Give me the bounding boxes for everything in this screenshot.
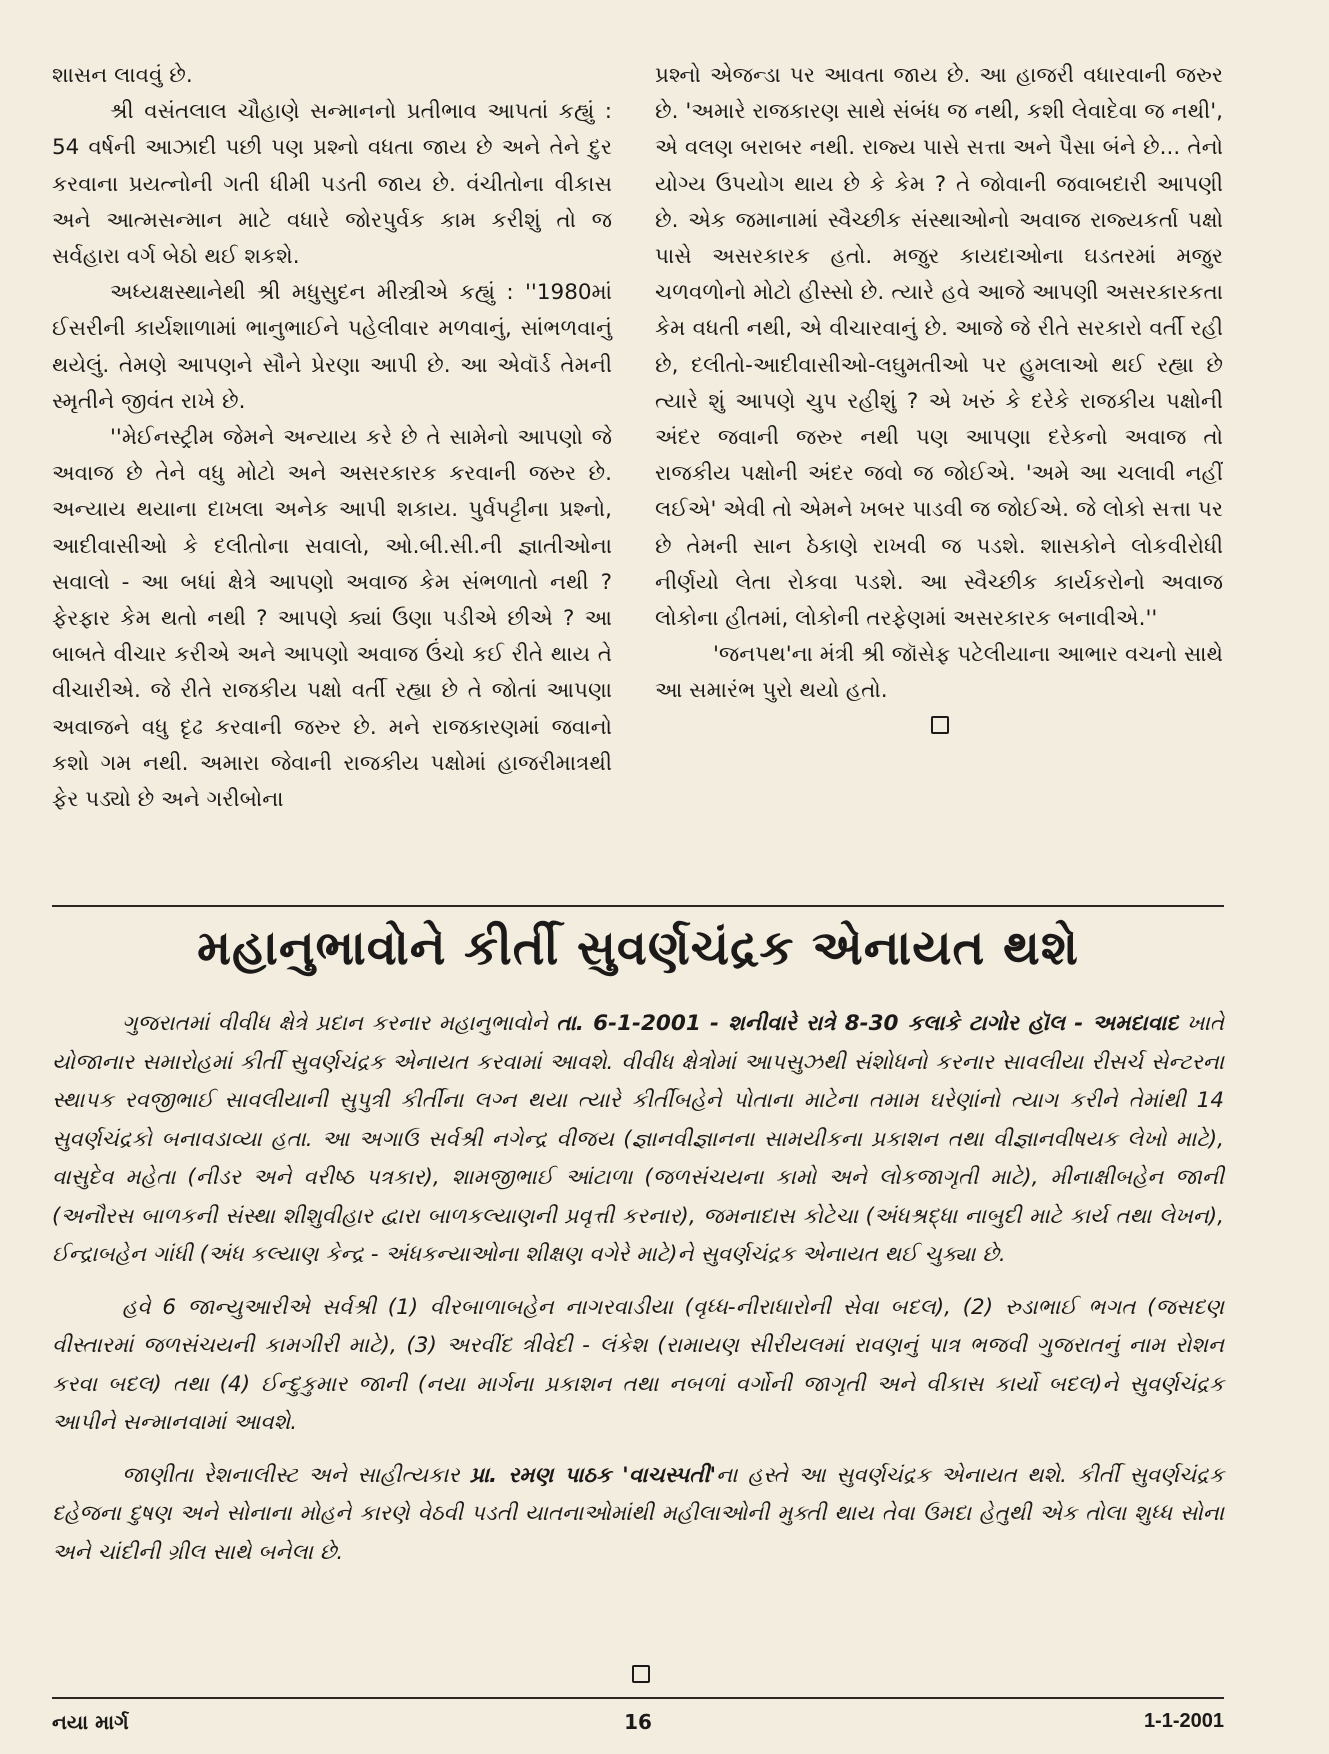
paragraph: અધ્યક્ષસ્થાનેથી શ્રી મધુસુદન મીસ્ત્રીએ કહ્યું : ''1980માં ઈસરીની કાર્યશાળામાં ભાનુભાઈને પહેલીવાર મળવાનું, સાંભળવાનું થયેલું. તેમણે આપણને સૌને પ્રેરણા આપી છે. આ એવૉર્ડ તેમની સ્મૃતીને જીવંત રાખે છે. xyxy=(52,280,612,414)
paragraph: શાસન લાવવું છે. xyxy=(52,63,193,88)
right-column xyxy=(655,58,1223,734)
footer-divider xyxy=(52,1697,1224,1699)
end-of-article-mark xyxy=(632,1665,650,1683)
section-divider xyxy=(52,905,1224,907)
end-of-article-mark xyxy=(931,716,949,734)
article-paragraph xyxy=(52,1457,1224,1573)
paragraph: પ્રશ્નો એજન્ડા પર આવતા જાય છે. આ હાજરી વધારવાની જરુર છે. 'અમારે રાજકારણ સાથે સંબંધ જ નથી, કશી લેવાદેવા જ નથી', એ વલણ બરાબર નથી. રાજ્ય પાસે સત્તા અને પૈસા બંને છે... તેનો યોગ્ય ઉપયોગ થાય છે કે કેમ ? તે જોવાની જવાબદારી આપણી છે. એક જમાનામાં સ્વૈચ્છીક સંસ્થાઓનો અવાજ રાજ્યકર્તા પક્ષો પાસે અસરકારક હતો. મજુર કાયદાઓના ઘડતરમાં મજુર ચળવળોનો મોટો હીસ્સો છે. ત્યારે હવે આજે આપણી અસરકારકતા કેમ વધતી નથી, એ વીચારવાનું છે. આજે જે રીતે સરકારો વર્તી રહી છે, દલીતો-આદીવાસીઓ-લઘુમતીઓ પર હુમલાઓ થઈ રહ્યા છે ત્યારે શું આપણે ચુપ રહીશું ? એ ખરું કે દરેકે રાજકીય પક્ષોની અંદર જવાની જરુર નથી પણ આપણા દરેકનો અવાજ તો રાજકીય પક્ષોની અંદર જવો જ જોઈએ. 'અમે આ ચલાવી નહીં લઈએ' એવી તો એમને ખબર પાડવી જ જોઈએ. જે લોકો સત્તા પર છે તેમની સાન ઠેકાણે રાખવી જ પડશે. શાસકોને લોકવીરોધી નીર્ણયો લેતા રોકવા પડશે. આ સ્વૈચ્છીક કાર્યકરોનો અવાજ લોકોના હીતમાં, લોકોની તરફેણમાં અસરકારક બનાવીએ.'' xyxy=(655,63,1223,632)
publication-name: નયા માર્ગ xyxy=(52,1710,129,1734)
article-paragraph: હવે 6 જાન્યુઆરીએ સર્વશ્રી (1) વીરબાળાબહેન નાગરવાડીયા (વૃધ્ધ-નીરાધારોની સેવા બદલ), (2) રુડાભાઈ ભગત (જસદણ વીસ્તારમાં જળસંચયની કામગીરી માટે), (3) અરવીંદ ત્રીવેદી - લંકેશ (રામાયણ સીરીયલમાં રાવણનું પાત્ર ભજવી ગુજરાતનું નામ રોશન કરવા બદલ) તથા (4) ઈન્દુકુમાર જાની (નયા માર્ગના પ્રકાશન તથા નબળાં વર્ગોની જાગૃતી અને વીકાસ કાર્યો બદલ)ને સુવર્ણચંદ્રક આપીને સન્માનવામાં આવશે. xyxy=(52,1294,1224,1435)
page-footer xyxy=(52,1702,1224,1742)
text: ખાતે યોજાનાર સમારોહમાં કીર્તી સુવર્ણચંદ્રક એનાયત કરવામાં આવશે. વીવીધ ક્ષેત્રોમાં આપસુઝથી સંશોધનો કરનાર સાવલીયા રીસર્ચ સેન્ટરના સ્થાપક રવજીભાઈ સાવલીયાની સુપુત્રી કીર્તીના લગ્ન થયા ત્યારે કીર્તીબહેને પોતાના માટેના તમામ ઘરેણાંનો ત્યાગ કરીને તેમાંથી 14 સુવર્ણચંદ્રકો બનાવડાવ્યા હતા. આ અગાઉ સર્વશ્રી નગેન્દ્ર વીજય (જ્ઞાનવીજ્ઞાનના સામયીકના પ્રકાશન તથા વીજ્ઞાનવીષયક લેખો માટે), વાસુદેવ મહેતા (નીડર અને વરીષ્ઠ પત્રકાર), શામજીભાઈ આંટાળા (જળસંચયના કામો અને લોકજાગૃતી માટે), મીનાક્ષીબહેન જાની (અનૌરસ બાળકની સંસ્થા શીશુવીહાર દ્વારા બાળકલ્યાણની પ્રવૃત્તી કરનાર), જમનાદાસ કોટેચા (અંધશ્રદ્ધા નાબુદી માટે કાર્ય તથા લેખન), ઈન્દ્રાબહેન ગાંધી (અંધ કલ્યાણ કેન્દ્ર - અંધકન્યાઓના શીક્ષણ વગેરે માટે)ને સુવર્ણચંદ્રક એનાયત થઈ ચુક્યા છે. xyxy=(52,1011,1225,1267)
article-headline: મહાનુભાવોને કીર્તી સુવર્ણચંદ્રક એનાયત થશે xyxy=(197,920,1079,976)
issue-date: 1-1-2001 xyxy=(1143,1710,1224,1732)
text: જાણીતા રેશનાલીસ્ટ અને સાહીત્યકાર xyxy=(122,1462,470,1488)
left-column xyxy=(52,58,612,818)
paragraph: શ્રી વસંતલાલ ચૌહાણે સન્માનનો પ્રતીભાવ આપતાં કહ્યું : 54 વર્ષની આઝાદી પછી પણ પ્રશ્નો વધતા જાય છે અને તેને દુર કરવાના પ્રયત્નોની ગતી ધીમી પડતી જાય છે. વંચીતોના વીકાસ અને આત્મસન્માન માટે વધારે જોરપુર્વક કામ કરીશું તો જ સર્વહારા વર્ગ બેઠો થઈ શકશે. xyxy=(52,99,612,270)
paragraph: ''મેઈનસ્ટ્રીમ જેમને અન્યાય કરે છે તે સામેનો આપણો જે અવાજ છે તેને વધુ મોટો અને અસરકારક કરવાની જરુર છે. અન્યાય થયાના દાખલા અનેક આપી શકાય. પુર્વપટ્ટીના પ્રશ્નો, આદીવાસીઓ કે દલીતોના સવાલો, ઓ.બી.સી.ની જ્ઞાતીઓના સવાલો - આ બધાં ક્ષેત્રે આપણો અવાજ કેમ સંભળાતો નથી ? ફેરફાર કેમ થતો નથી ? આપણે ક્યાં ઉણા પડીએ છીએ ? આ બાબતે વીચાર કરીએ અને આપણો અવાજ ઉંચો કઈ રીતે થાય તે વીચારીએ. જે રીતે રાજકીય પક્ષો વર્તી રહ્યા છે તે જોતાં આપણા અવાજને વધુ દૃઢ કરવાની જરુર છે. મને રાજકારણમાં જવાનો કશો ગમ નથી. અમારા જેવાની રાજકીય પક્ષોમાં હાજરીમાત્રથી ફેર પડ્યો છે અને ગરીબોના xyxy=(52,425,612,813)
text: ગુજરાતમાં વીવીધ ક્ષેત્રે પ્રદાન કરનાર મહાનુભાવોને xyxy=(122,1011,557,1036)
page-number: 16 xyxy=(624,1710,652,1734)
text: ના હસ્તે આ સુવર્ણચંદ્રક એનાયત થશે. કીર્તી સુવર્ણચંદ્રક દહેજના દુષણ અને સોનાના મોહને કારણે વેઠવી પડતી યાતનાઓમાંથી મહીલાઓની મુક્તી થાય તેવા ઉમદા હેતુથી એક તોલા શુધ્ધ સોના અને ચાંદીની ગ્રીલ સાથે બનેલા છે. xyxy=(52,1462,1225,1565)
paragraph: 'જનપથ'ના મંત્રી શ્રી જૉસેફ પટેલીયાના આભાર વચનો સાથે આ સમારંભ પુરો થયો હતો. xyxy=(655,642,1223,704)
event-details: તા. 6-1-2001 - શનીવારે રાત્રે 8-30 કલાકે ટાગોર હૉલ - અમદાવાદ xyxy=(556,1011,1179,1036)
article-body xyxy=(52,1005,1224,1586)
article-paragraph xyxy=(52,1005,1224,1275)
guest-name: પ્રા. રમણ પાઠક 'વાચસ્પતી' xyxy=(469,1462,717,1488)
